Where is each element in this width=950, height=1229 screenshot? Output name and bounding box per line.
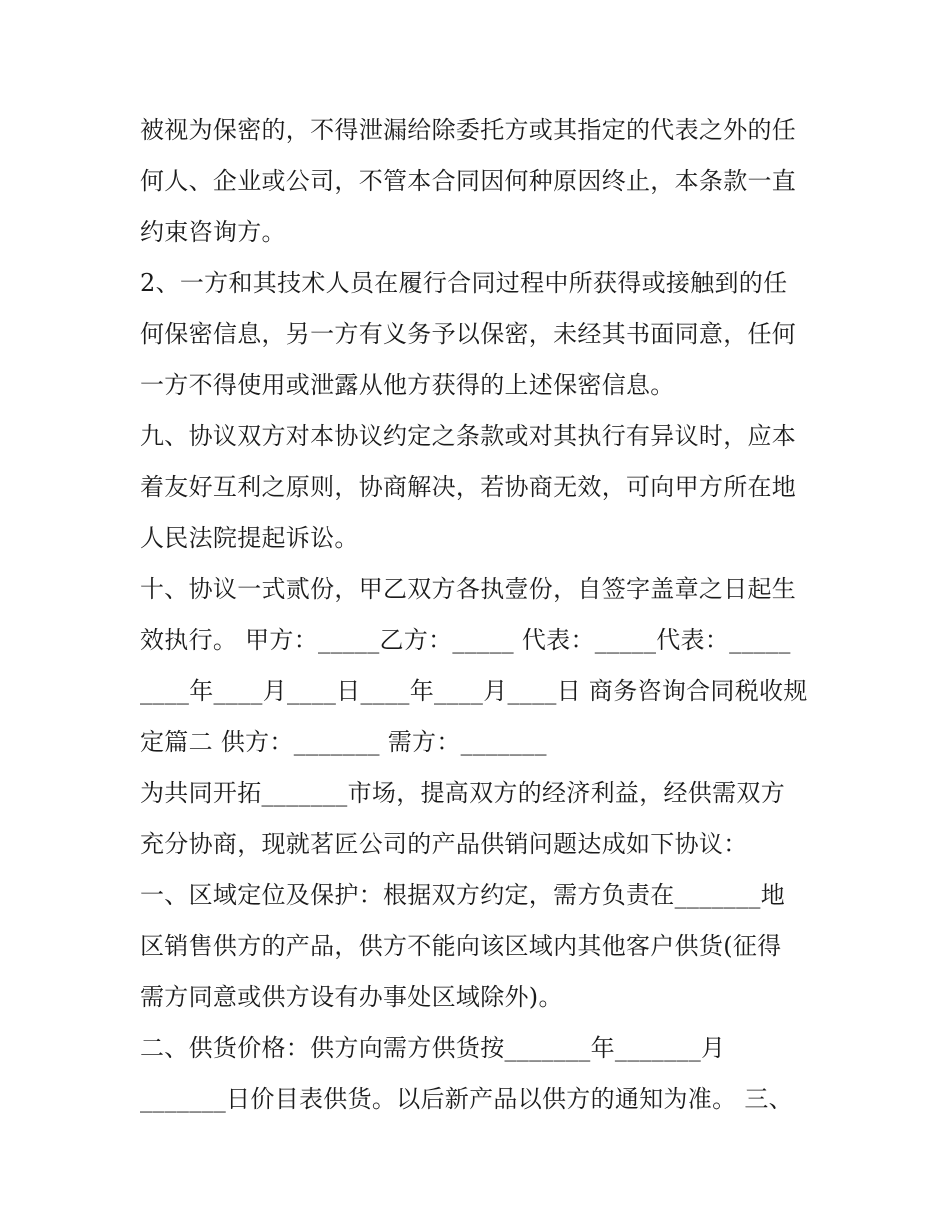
text-line: _______日价目表供货。以后新产品以供方的通知为准。 三、 [140,1085,793,1113]
text-line: 九、协议双方对本协议约定之条款或对其执行有异议时，应本 [140,422,797,450]
text-line: 何人、企业或公司，不管本合同因何种原因终止，本条款一直 [140,167,797,195]
text-line: 一方不得使用或泄露从他方获得的上述保密信息。 [140,371,675,399]
text-line: 着友好互利之原则，协商解决，若协商无效，可向甲方所在地 [140,473,797,501]
text-line: 二、供货价格：供方向需方供货按_______年_______月 [140,1034,726,1062]
text-line: 需方同意或供方设有办事处区域除外)。 [140,983,563,1011]
text-line: 区销售供方的产品，供方不能向该区域内其他客户供货(征得 [140,932,782,960]
text-line: 效执行。 甲方：_____乙方：_____ 代表：_____代表：_____ [140,626,791,654]
text-line: 定篇二 供方：_______ 需方：_______ [140,728,547,756]
text-line: 人民法院提起诉讼。 [140,524,359,552]
text-line: 充分协商，现就茗匠公司的产品供销问题达成如下协议： [140,830,748,858]
text-line: 何保密信息，另一方有义务予以保密，未经其书面同意，任何 [140,320,797,348]
text-line: 约束咨询方。 [140,218,286,246]
text-line: ____年____月____日____年____月____日 商务咨询合同税收规 [140,677,808,705]
text-line: 十、协议一式贰份，甲乙双方各执壹份，自签字盖章之日起生 [140,575,797,603]
text-line: 一、区域定位及保护：根据双方约定，需方负责在_______地 [140,881,785,909]
text-line: 为共同开拓_______市场，提高双方的经济利益，经供需双方 [140,779,785,807]
text-line: 被视为保密的，不得泄漏给除委托方或其指定的代表之外的任 [140,116,797,144]
text-line: 2、一方和其技术人员在履行合同过程中所获得或接触到的任 [140,269,788,297]
